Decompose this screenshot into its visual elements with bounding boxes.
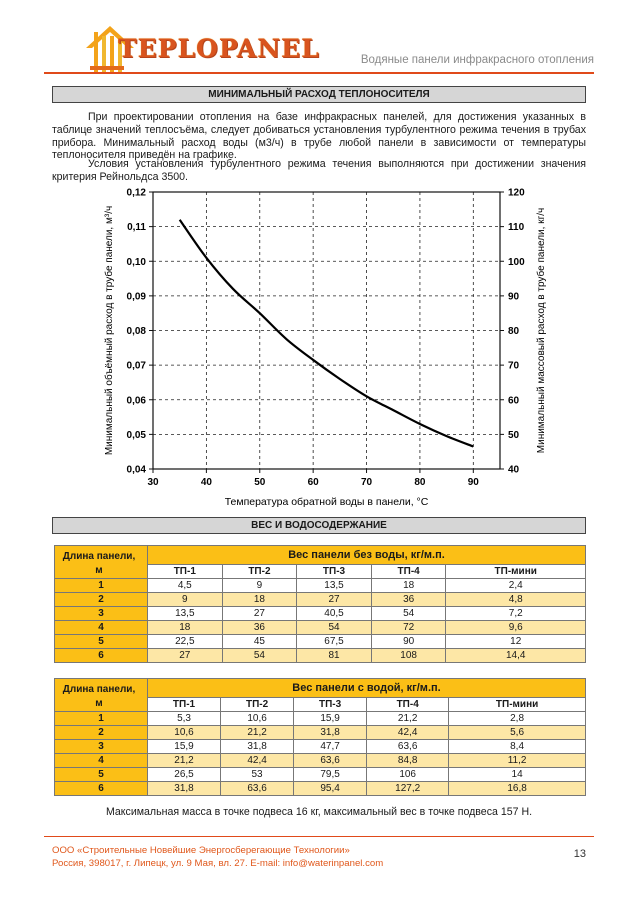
row-length: 6 — [55, 782, 148, 796]
x-tick-label: 60 — [307, 477, 319, 488]
table-cell: 84,8 — [367, 754, 449, 768]
y-left-tick-label: 0,11 — [127, 222, 146, 234]
table-cell: 9 — [148, 593, 223, 607]
table-cell: 7,2 — [446, 607, 586, 621]
row-length: 1 — [55, 712, 148, 726]
table-cell: 63,6 — [294, 754, 367, 768]
y-left-tick-label: 0,09 — [126, 291, 146, 303]
paragraph-design — [52, 111, 586, 162]
table-cell: 8,4 — [449, 740, 586, 754]
table-cell: 31,8 — [148, 782, 221, 796]
table-cell: 13,5 — [148, 607, 223, 621]
column-header: ТП-мини — [446, 565, 586, 579]
table-cell: 9 — [222, 579, 297, 593]
table-cell: 40,5 — [297, 607, 372, 621]
table-row — [55, 782, 586, 796]
x-tick-label: 40 — [200, 477, 212, 488]
table-cell: 21,2 — [367, 712, 449, 726]
table-row — [55, 649, 586, 663]
table-header-length: Длина панели, м — [55, 546, 148, 579]
table-cell: 36 — [371, 593, 446, 607]
table-cell: 53 — [221, 768, 294, 782]
table-cell: 72 — [371, 621, 446, 635]
x-axis-label: Температура обратной воды в панели, °С — [224, 496, 429, 508]
row-length: 2 — [55, 593, 148, 607]
row-length: 4 — [55, 621, 148, 635]
table-row — [55, 579, 586, 593]
row-length: 2 — [55, 726, 148, 740]
row-length: 3 — [55, 607, 148, 621]
table-row — [55, 768, 586, 782]
y-left-tick-label: 0,04 — [126, 464, 146, 476]
column-header: ТП-1 — [148, 698, 221, 712]
table-cell: 14,4 — [446, 649, 586, 663]
table-cell: 42,4 — [367, 726, 449, 740]
x-tick-label: 70 — [360, 477, 373, 488]
table-cell: 4,8 — [446, 593, 586, 607]
flow-rate-curve — [180, 220, 474, 447]
table-cell: 5,6 — [449, 726, 586, 740]
column-header: ТП-1 — [148, 565, 223, 579]
paragraph-design-text: При проектировании отопления на базе инфракрасных панелей, для достижения указанных в таблице значений теплосъёма, следует добиваться установления турбулентного режима течения в трубах прибора. Минимальный расход воды (м3/ч) в трубе любой панели в зависимости от температуры теплоносителя приведён на графике. — [52, 111, 586, 162]
table-cell: 42,4 — [221, 754, 294, 768]
column-header: ТП-2 — [221, 698, 294, 712]
table-cell: 27 — [148, 649, 223, 663]
table-cell: 10,6 — [221, 712, 294, 726]
y-right-tick-label: 100 — [508, 256, 525, 268]
logo-text: TEPLOPANEL — [118, 34, 320, 63]
flow-rate-chart — [88, 180, 558, 510]
table-cell: 2,4 — [446, 579, 586, 593]
table-cell: 36 — [222, 621, 297, 635]
column-header: ТП-4 — [371, 565, 446, 579]
x-tick-label: 90 — [467, 477, 479, 488]
y-left-tick-label: 0,10 — [126, 256, 146, 268]
row-length: 1 — [55, 579, 148, 593]
y-right-tick-label: 70 — [508, 360, 520, 372]
y-right-axis-label: Минимальный массовый расход в трубе панели, кг/ч — [536, 207, 547, 454]
table-row — [55, 726, 586, 740]
x-tick-label: 30 — [147, 477, 159, 488]
table-cell: 13,5 — [297, 579, 372, 593]
table-cell: 67,5 — [297, 635, 372, 649]
table-cell: 2,8 — [449, 712, 586, 726]
page-number: 13 — [573, 848, 586, 860]
table-weight-dry — [54, 545, 586, 663]
table-title: Вес панели без воды, кг/м.п. — [148, 546, 586, 565]
company-logo — [84, 22, 320, 72]
table-cell: 27 — [222, 607, 297, 621]
table-cell: 15,9 — [294, 712, 367, 726]
section-title-flow: МИНИМАЛЬНЫЙ РАСХОД ТЕПЛОНОСИТЕЛЯ — [52, 86, 586, 103]
table-cell: 22,5 — [148, 635, 223, 649]
row-length: 5 — [55, 768, 148, 782]
table-cell: 54 — [222, 649, 297, 663]
suspension-note: Максимальная масса в точке подвеса 16 кг, максимальный вес в точке подвеса 157 Н. — [105, 806, 533, 818]
table-row — [55, 740, 586, 754]
table-weight-wet — [54, 678, 586, 796]
table-cell: 47,7 — [294, 740, 367, 754]
table-cell: 79,5 — [294, 768, 367, 782]
table-cell: 31,8 — [294, 726, 367, 740]
y-right-tick-label: 60 — [508, 395, 520, 407]
paragraph-reynolds-text: Условия установления турбулентного режима течения выполняются при достижении значения критерия Рейнольдса 3500. — [52, 158, 586, 183]
y-left-tick-label: 0,12 — [126, 187, 146, 199]
column-header: ТП-3 — [294, 698, 367, 712]
table-cell: 95,4 — [294, 782, 367, 796]
column-header: ТП-4 — [367, 698, 449, 712]
table-cell: 18 — [222, 593, 297, 607]
column-header: ТП-2 — [222, 565, 297, 579]
row-length: 5 — [55, 635, 148, 649]
footer-divider — [44, 836, 594, 837]
table-cell: 45 — [222, 635, 297, 649]
table-cell: 10,6 — [148, 726, 221, 740]
table-cell: 26,5 — [148, 768, 221, 782]
table-cell: 108 — [371, 649, 446, 663]
table-cell: 9,6 — [446, 621, 586, 635]
y-left-tick-label: 0,06 — [126, 395, 146, 407]
table-row — [55, 712, 586, 726]
table-cell: 18 — [148, 621, 223, 635]
footer-company: ООО «Строительные Новейшие Энергосберегающие Технологии» — [52, 845, 350, 856]
header-divider — [44, 72, 594, 74]
y-right-tick-label: 90 — [508, 291, 520, 303]
table-row — [55, 754, 586, 768]
y-right-tick-label: 40 — [508, 464, 520, 476]
table-cell: 21,2 — [148, 754, 221, 768]
table-cell: 4,5 — [148, 579, 223, 593]
footer-address: Россия, 398017, г. Липецк, ул. 9 Мая, вл. 27. E-mail: info@waterinpanel.com — [52, 858, 384, 869]
table-cell: 14 — [449, 768, 586, 782]
row-length: 4 — [55, 754, 148, 768]
y-left-tick-label: 0,08 — [126, 326, 146, 337]
table-cell: 54 — [297, 621, 372, 635]
row-length: 6 — [55, 649, 148, 663]
table-cell: 54 — [371, 607, 446, 621]
table-cell: 63,6 — [367, 740, 449, 754]
table-cell: 31,8 — [221, 740, 294, 754]
x-tick-label: 50 — [254, 477, 266, 488]
table-cell: 63,6 — [221, 782, 294, 796]
table-cell: 5,3 — [148, 712, 221, 726]
table-cell: 16,8 — [449, 782, 586, 796]
y-right-tick-label: 80 — [508, 326, 520, 337]
x-tick-label: 80 — [414, 477, 426, 488]
y-left-axis-label: Минимальный объёмный расход в трубе панели, м³/ч — [104, 205, 115, 456]
table-cell: 90 — [371, 635, 446, 649]
header-tagline: Водяные панели инфракрасного отопления — [360, 54, 594, 66]
table-cell: 81 — [297, 649, 372, 663]
y-left-tick-label: 0,07 — [126, 360, 146, 372]
y-right-tick-label: 50 — [508, 429, 520, 441]
table-cell: 11,2 — [449, 754, 586, 768]
y-right-tick-label: 120 — [508, 187, 525, 199]
table-cell: 106 — [367, 768, 449, 782]
row-length: 3 — [55, 740, 148, 754]
column-header: ТП-3 — [297, 565, 372, 579]
table-cell: 15,9 — [148, 740, 221, 754]
table-row — [55, 635, 586, 649]
table-cell: 12 — [446, 635, 586, 649]
table-title: Вес панели с водой, кг/м.п. — [148, 679, 586, 698]
table-header-length: Длина панели, м — [55, 679, 148, 712]
y-left-tick-label: 0,05 — [126, 429, 146, 441]
table-row — [55, 593, 586, 607]
table-cell: 18 — [371, 579, 446, 593]
table-cell: 21,2 — [221, 726, 294, 740]
section-title-weight: ВЕС И ВОДОСОДЕРЖАНИЕ — [52, 517, 586, 534]
column-header: ТП-мини — [449, 698, 586, 712]
table-row — [55, 621, 586, 635]
y-right-tick-label: 110 — [508, 222, 525, 234]
table-cell: 27 — [297, 593, 372, 607]
table-row — [55, 607, 586, 621]
table-cell: 127,2 — [367, 782, 449, 796]
